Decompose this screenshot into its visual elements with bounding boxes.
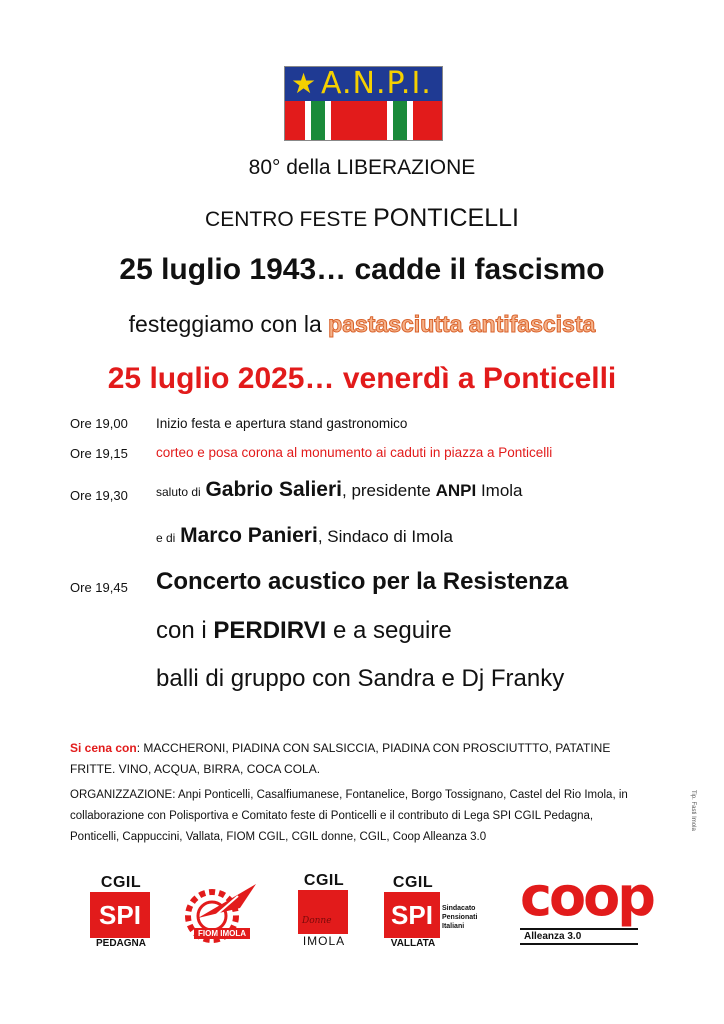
schedule-speaker-panieri: e di Marco Panieri, Sindaco di Imola [156, 524, 453, 547]
schedule-time: Ore 19,15 [70, 446, 128, 461]
printer-note: Tip. Fasti Imola [690, 790, 696, 831]
star-icon: ★ [291, 68, 317, 99]
schedule-text: Inizio festa e apertura stand gastronomico [156, 416, 408, 431]
heading-venue-name: PONTICELLI [373, 204, 519, 232]
fiom-logo [178, 878, 264, 948]
concert-dance: balli di gruppo con Sandra e Dj Franky [156, 665, 565, 692]
concert-title: Concerto acustico per la Resistenza [156, 568, 569, 595]
heading-anniversary: 80° della LIBERAZIONE [248, 156, 476, 179]
spi-box: SPI [384, 892, 440, 938]
vallata-text: VALLATA [390, 938, 436, 949]
cgil-text: CGIL [392, 874, 434, 891]
menu-label: Si cena con [70, 741, 137, 755]
heading-celebrate-prefix: festeggiamo con la [128, 311, 322, 337]
spi-pedagna-logo [90, 874, 152, 958]
cgil-text: CGIL [100, 874, 142, 891]
spi-vallata-subtitle: Sindacato Pensionati Italiani [442, 905, 478, 930]
heading-2025: 25 luglio 2025… venerdì a Ponticelli [107, 362, 617, 395]
schedule-speaker-salieri: saluto di Gabrio Salieri, presidente ANPI Imola [156, 478, 523, 501]
anpi-logo [284, 66, 443, 141]
heading-venue [0, 204, 724, 233]
speaker-name: Gabrio Salieri [205, 478, 342, 501]
schedule-time: Ore 19,30 [70, 488, 128, 503]
coop-logo [520, 865, 653, 952]
spi-box: SPI [90, 892, 150, 938]
coop-wordmark: coop [520, 865, 653, 928]
speaker-name: Marco Panieri [180, 524, 318, 547]
anpi-logo-banner [285, 67, 442, 101]
imola-text: IMOLA [302, 934, 346, 948]
heading-celebrate [0, 311, 724, 338]
donne-box [298, 890, 348, 934]
concert-band: con i PERDIRVI e a seguire [156, 617, 452, 644]
pedagna-text: PEDAGNA [95, 938, 146, 949]
schedule-time: Ore 19,45 [70, 580, 128, 595]
spi-vallata-logo [384, 874, 484, 958]
donne-script: Donne [302, 916, 332, 926]
italian-flag-stripes [285, 101, 442, 140]
heading-1943: 25 luglio 1943… cadde il fascismo [119, 253, 605, 286]
anpi-logo-text: A.N.P.I. [321, 66, 432, 101]
coop-subtitle: Alleanza 3.0 [520, 928, 638, 945]
organization-text: ORGANIZZAZIONE: Anpi Ponticelli, Casalfiumanese, Fontanelice, Borgo Tossignano, Castel del Rio Imola, in collaborazione con Polisportiva e Comitato feste di Ponticelli e il contributo di Lega SPI CGIL Pedagna, Ponticelli, Cappuccini, Vallata, FIOM CGIL, CGIL donne, CGIL, Coop Alleanza 3.0 [70, 789, 628, 843]
schedule-text: corteo e posa corona al monumento ai caduti in piazza a Ponticelli [156, 445, 553, 460]
fiom-label: FIOM IMOLA [194, 928, 250, 939]
heading-venue-prefix: CENTRO FESTE [205, 208, 368, 231]
cgil-donne-logo [298, 872, 350, 952]
schedule-time: Ore 19,00 [70, 416, 128, 431]
cgil-text: CGIL [303, 872, 345, 889]
heading-pastasciutta: pastasciutta antifascista [328, 311, 596, 337]
menu-text: Si cena con: MACCHERONI, PIADINA CON SALSICCIA, PIADINA CON PROSCIUTTTO, PATATINE FRITTE. VINO, ACQUA, BIRRA, COCA COLA. [70, 741, 611, 776]
